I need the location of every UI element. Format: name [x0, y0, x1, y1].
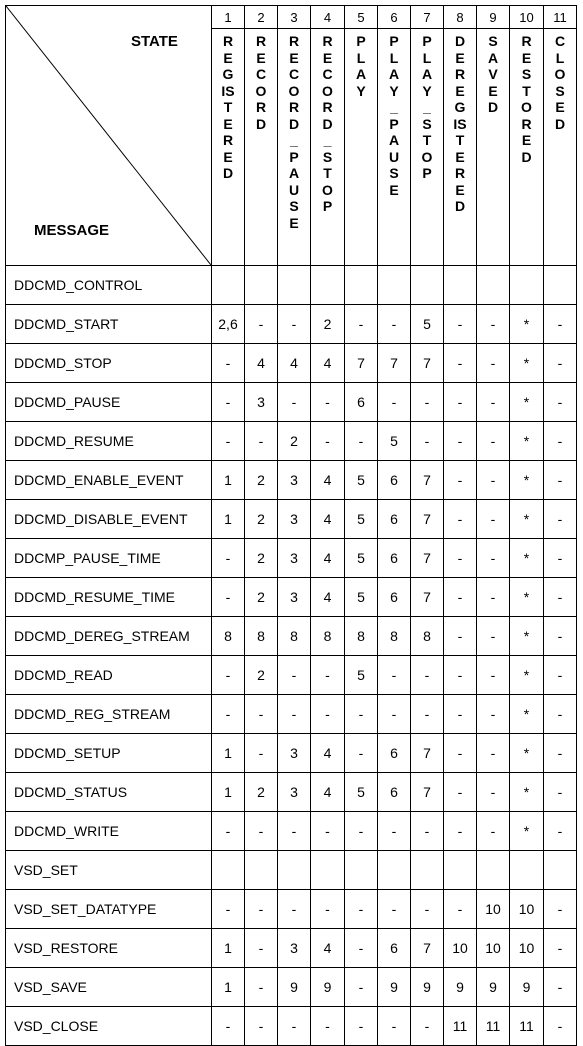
state-name-10	[510, 29, 544, 266]
transition-cell: 2	[245, 773, 278, 812]
transition-cell: 3	[278, 539, 311, 578]
table-row	[6, 344, 577, 383]
transition-cell: -	[311, 812, 345, 851]
transition-cell: -	[311, 695, 345, 734]
state-name-label: PLAY_PAUSE	[388, 33, 400, 198]
transition-cell: -	[444, 344, 477, 383]
transition-cell: -	[444, 617, 477, 656]
transition-cell: -	[444, 305, 477, 344]
table-row	[6, 929, 577, 968]
corner-header-cell	[6, 6, 212, 266]
transition-cell: 11	[477, 1007, 510, 1046]
transition-cell: -	[544, 812, 577, 851]
transition-cell: 7	[411, 578, 444, 617]
transition-cell: -	[477, 500, 510, 539]
state-name-label: RECORD_STOP	[322, 33, 333, 214]
state-name-11	[544, 29, 577, 266]
transition-cell: *	[510, 305, 544, 344]
message-name-cell: DDCMD_CONTROL	[6, 266, 212, 305]
transition-cell: 6	[378, 539, 411, 578]
table-row	[6, 422, 577, 461]
state-number-9: 9	[477, 6, 510, 29]
table-row	[6, 968, 577, 1007]
message-axis-label: MESSAGE	[34, 222, 110, 239]
table-row	[6, 734, 577, 773]
transition-cell: -	[444, 383, 477, 422]
transition-cell: -	[444, 695, 477, 734]
transition-cell: -	[212, 344, 245, 383]
state-name-label: DEREGISTERED	[453, 33, 467, 214]
transition-cell: *	[510, 734, 544, 773]
table-row	[6, 305, 577, 344]
transition-cell: -	[311, 422, 345, 461]
message-name-cell: DDCMD_SETUP	[6, 734, 212, 773]
transition-cell: 5	[345, 656, 378, 695]
state-name-4	[311, 29, 345, 266]
message-name-cell: VSD_CLOSE	[6, 1007, 212, 1046]
transition-cell: *	[510, 773, 544, 812]
transition-cell	[378, 851, 411, 890]
transition-cell: 6	[378, 500, 411, 539]
transition-cell: -	[444, 773, 477, 812]
transition-cell	[444, 851, 477, 890]
transition-cell: 4	[311, 929, 345, 968]
transition-cell: 6	[345, 383, 378, 422]
transition-cell: *	[510, 344, 544, 383]
transition-cell: -	[544, 500, 577, 539]
transition-cell: -	[212, 695, 245, 734]
state-name-5	[345, 29, 378, 266]
table-body	[6, 266, 577, 1046]
transition-cell: -	[278, 383, 311, 422]
transition-cell: -	[544, 734, 577, 773]
transition-cell: -	[311, 890, 345, 929]
transition-cell	[544, 266, 577, 305]
message-name-cell: DDCMD_PAUSE	[6, 383, 212, 422]
state-name-label: RESTORED	[521, 33, 532, 165]
transition-cell: 8	[311, 617, 345, 656]
transition-cell: -	[411, 695, 444, 734]
transition-cell	[411, 851, 444, 890]
state-name-label: SAVED	[487, 33, 499, 115]
transition-cell: *	[510, 578, 544, 617]
transition-cell: -	[411, 656, 444, 695]
transition-cell: 9	[444, 968, 477, 1007]
state-name-1	[212, 29, 245, 266]
transition-cell: 9	[510, 968, 544, 1007]
transition-cell: 11	[444, 1007, 477, 1046]
transition-cell: -	[411, 1007, 444, 1046]
transition-cell: 1	[212, 461, 245, 500]
transition-cell: -	[444, 812, 477, 851]
transition-cell: -	[212, 578, 245, 617]
transition-cell: -	[278, 695, 311, 734]
table-row	[6, 851, 577, 890]
transition-cell: 6	[378, 734, 411, 773]
state-name-2	[245, 29, 278, 266]
state-name-3	[278, 29, 311, 266]
transition-cell: -	[378, 1007, 411, 1046]
transition-cell: -	[477, 539, 510, 578]
transition-cell: -	[477, 344, 510, 383]
transition-cell: 8	[378, 617, 411, 656]
state-number-row	[6, 6, 577, 29]
transition-cell: -	[444, 578, 477, 617]
transition-cell: -	[544, 968, 577, 1007]
transition-cell: 8	[245, 617, 278, 656]
transition-cell: -	[477, 305, 510, 344]
state-name-7	[411, 29, 444, 266]
transition-cell	[212, 851, 245, 890]
transition-cell: 2	[245, 578, 278, 617]
state-name-label: CLOSED	[554, 33, 566, 132]
transition-cell: -	[245, 305, 278, 344]
transition-cell: 8	[345, 617, 378, 656]
transition-cell: 3	[278, 929, 311, 968]
table-row	[6, 539, 577, 578]
transition-cell: -	[245, 812, 278, 851]
message-name-cell: VSD_SAVE	[6, 968, 212, 1007]
transition-cell: *	[510, 422, 544, 461]
transition-cell: -	[345, 695, 378, 734]
transition-cell: -	[444, 539, 477, 578]
transition-cell: 2	[278, 422, 311, 461]
transition-cell	[378, 266, 411, 305]
transition-cell: -	[212, 422, 245, 461]
transition-cell: -	[278, 1007, 311, 1046]
transition-cell: 1	[212, 968, 245, 1007]
transition-cell: 9	[278, 968, 311, 1007]
transition-cell: 5	[345, 578, 378, 617]
transition-cell: 9	[378, 968, 411, 1007]
transition-cell	[510, 851, 544, 890]
transition-cell: -	[345, 890, 378, 929]
transition-cell: -	[544, 929, 577, 968]
message-name-cell: VSD_SET	[6, 851, 212, 890]
transition-cell: -	[444, 422, 477, 461]
transition-cell: 10	[444, 929, 477, 968]
transition-cell: -	[477, 617, 510, 656]
transition-cell: -	[378, 890, 411, 929]
state-number-7: 7	[411, 6, 444, 29]
transition-cell	[311, 266, 345, 305]
state-name-8	[444, 29, 477, 266]
transition-cell: -	[477, 578, 510, 617]
transition-cell: -	[477, 656, 510, 695]
transition-cell: 3	[278, 773, 311, 812]
transition-cell: -	[477, 812, 510, 851]
transition-cell: 5	[345, 461, 378, 500]
transition-cell: -	[311, 1007, 345, 1046]
transition-cell: -	[278, 305, 311, 344]
transition-cell: 2	[245, 539, 278, 578]
transition-cell: -	[477, 695, 510, 734]
transition-cell: -	[411, 383, 444, 422]
message-name-cell: DDCMD_STATUS	[6, 773, 212, 812]
message-name-cell: VSD_RESTORE	[6, 929, 212, 968]
transition-cell: -	[544, 695, 577, 734]
transition-cell: -	[278, 656, 311, 695]
state-axis-label: STATE	[131, 33, 178, 50]
transition-cell: 4	[311, 461, 345, 500]
state-number-11: 11	[544, 6, 577, 29]
state-number-3: 3	[278, 6, 311, 29]
transition-cell: -	[378, 695, 411, 734]
transition-cell: 3	[278, 500, 311, 539]
transition-cell: 3	[278, 578, 311, 617]
transition-cell: -	[345, 305, 378, 344]
transition-cell: -	[544, 305, 577, 344]
transition-cell	[278, 266, 311, 305]
state-name-label: RECORD_PAUSE	[288, 33, 300, 231]
transition-cell: 10	[477, 890, 510, 929]
transition-cell: -	[411, 422, 444, 461]
message-name-cell: DDCMD_START	[6, 305, 212, 344]
transition-cell: -	[245, 890, 278, 929]
table-row	[6, 617, 577, 656]
message-name-cell: DDCMD_READ	[6, 656, 212, 695]
transition-cell	[544, 851, 577, 890]
table-row	[6, 266, 577, 305]
transition-cell: 1	[212, 929, 245, 968]
state-number-8: 8	[444, 6, 477, 29]
message-name-cell: DDCMP_PAUSE_TIME	[6, 539, 212, 578]
message-name-cell: DDCMD_DEREG_STREAM	[6, 617, 212, 656]
table-row	[6, 890, 577, 929]
transition-cell: *	[510, 617, 544, 656]
transition-cell: -	[212, 890, 245, 929]
transition-cell: -	[444, 461, 477, 500]
transition-cell: -	[278, 890, 311, 929]
transition-cell	[444, 266, 477, 305]
transition-cell: -	[245, 695, 278, 734]
transition-cell: -	[212, 1007, 245, 1046]
transition-cell: 7	[411, 539, 444, 578]
state-name-label: RECORD	[255, 33, 267, 132]
transition-cell: 9	[311, 968, 345, 1007]
transition-cell: -	[345, 422, 378, 461]
transition-cell: 4	[311, 578, 345, 617]
transition-cell: 7	[411, 929, 444, 968]
transition-cell: -	[245, 422, 278, 461]
transition-cell: 3	[278, 461, 311, 500]
transition-cell: -	[544, 461, 577, 500]
table-row	[6, 773, 577, 812]
state-name-6	[378, 29, 411, 266]
transition-cell: -	[345, 1007, 378, 1046]
message-name-cell: DDCMD_ENABLE_EVENT	[6, 461, 212, 500]
transition-cell: -	[544, 344, 577, 383]
transition-cell: 5	[345, 500, 378, 539]
transition-cell: 8	[212, 617, 245, 656]
transition-cell: -	[212, 656, 245, 695]
transition-cell: -	[278, 812, 311, 851]
transition-cell: -	[311, 383, 345, 422]
state-name-label: PLAY_STOP	[421, 33, 433, 181]
transition-cell: 5	[378, 422, 411, 461]
transition-cell: *	[510, 383, 544, 422]
transition-cell	[345, 266, 378, 305]
transition-cell: -	[544, 773, 577, 812]
transition-cell	[245, 266, 278, 305]
transition-cell: -	[444, 734, 477, 773]
transition-cell: -	[378, 812, 411, 851]
transition-cell: 7	[411, 344, 444, 383]
transition-cell: -	[544, 1007, 577, 1046]
transition-cell: 5	[345, 539, 378, 578]
transition-cell	[278, 851, 311, 890]
transition-cell: 2	[311, 305, 345, 344]
transition-cell: -	[544, 383, 577, 422]
state-name-9	[477, 29, 510, 266]
transition-cell: 7	[411, 461, 444, 500]
table-row	[6, 812, 577, 851]
table-row	[6, 1007, 577, 1046]
transition-cell	[311, 851, 345, 890]
state-number-4: 4	[311, 6, 345, 29]
transition-cell	[212, 266, 245, 305]
transition-cell: 8	[411, 617, 444, 656]
state-number-10: 10	[510, 6, 544, 29]
transition-cell: 4	[311, 500, 345, 539]
transition-cell: 4	[311, 773, 345, 812]
transition-cell: -	[212, 539, 245, 578]
transition-cell: 2	[245, 656, 278, 695]
transition-cell: -	[345, 968, 378, 1007]
transition-cell: 8	[278, 617, 311, 656]
transition-cell: 3	[245, 383, 278, 422]
transition-cell: -	[212, 383, 245, 422]
state-number-5: 5	[345, 6, 378, 29]
transition-cell: -	[544, 422, 577, 461]
transition-cell: 9	[411, 968, 444, 1007]
transition-cell: 4	[311, 734, 345, 773]
transition-cell: 5	[345, 773, 378, 812]
transition-cell: 3	[278, 734, 311, 773]
transition-cell: 5	[411, 305, 444, 344]
transition-cell: -	[544, 617, 577, 656]
table-row	[6, 461, 577, 500]
state-number-1: 1	[212, 6, 245, 29]
message-name-cell: DDCMD_WRITE	[6, 812, 212, 851]
transition-cell	[245, 851, 278, 890]
message-name-cell: DDCMD_STOP	[6, 344, 212, 383]
transition-cell: *	[510, 812, 544, 851]
transition-cell: -	[311, 656, 345, 695]
transition-cell: 4	[311, 539, 345, 578]
transition-cell: 2	[245, 461, 278, 500]
transition-cell: 6	[378, 578, 411, 617]
message-name-cell: DDCMD_DISABLE_EVENT	[6, 500, 212, 539]
transition-cell: -	[345, 734, 378, 773]
transition-cell: -	[477, 461, 510, 500]
transition-cell: -	[378, 305, 411, 344]
transition-cell: 4	[245, 344, 278, 383]
transition-cell: -	[477, 383, 510, 422]
transition-cell: -	[444, 500, 477, 539]
transition-cell	[477, 851, 510, 890]
transition-cell: -	[245, 1007, 278, 1046]
message-name-cell: DDCMD_RESUME	[6, 422, 212, 461]
transition-cell: -	[245, 929, 278, 968]
transition-cell: -	[544, 656, 577, 695]
transition-cell: 1	[212, 773, 245, 812]
transition-cell: 7	[411, 500, 444, 539]
transition-cell: 6	[378, 773, 411, 812]
transition-cell: 11	[510, 1007, 544, 1046]
transition-cell: *	[510, 539, 544, 578]
transition-cell: -	[544, 578, 577, 617]
transition-cell: 10	[477, 929, 510, 968]
table-row	[6, 500, 577, 539]
state-transition-table	[5, 5, 577, 1046]
transition-cell: 4	[311, 344, 345, 383]
transition-cell: -	[544, 539, 577, 578]
transition-cell: 9	[477, 968, 510, 1007]
transition-cell	[411, 266, 444, 305]
message-name-cell: DDCMD_RESUME_TIME	[6, 578, 212, 617]
transition-cell: *	[510, 500, 544, 539]
transition-cell: *	[510, 695, 544, 734]
state-name-label: REGISTERED	[221, 33, 235, 181]
transition-cell: -	[245, 968, 278, 1007]
table-row	[6, 695, 577, 734]
transition-cell: 7	[411, 773, 444, 812]
transition-cell: -	[245, 734, 278, 773]
transition-cell: -	[345, 812, 378, 851]
transition-cell: 2	[245, 500, 278, 539]
transition-cell: 7	[378, 344, 411, 383]
transition-cell: -	[378, 383, 411, 422]
transition-cell: 1	[212, 500, 245, 539]
transition-cell: -	[444, 890, 477, 929]
state-name-label: PLAY	[355, 33, 367, 99]
state-number-6: 6	[378, 6, 411, 29]
message-name-cell: VSD_SET_DATATYPE	[6, 890, 212, 929]
transition-cell: -	[411, 890, 444, 929]
transition-cell: -	[444, 656, 477, 695]
transition-cell: *	[510, 461, 544, 500]
transition-cell: 7	[345, 344, 378, 383]
state-number-2: 2	[245, 6, 278, 29]
transition-cell: -	[345, 929, 378, 968]
transition-cell: *	[510, 656, 544, 695]
transition-cell: -	[212, 812, 245, 851]
transition-cell: -	[477, 422, 510, 461]
transition-cell: -	[477, 734, 510, 773]
table-row	[6, 656, 577, 695]
transition-cell: -	[378, 656, 411, 695]
transition-cell: 10	[510, 929, 544, 968]
transition-cell: 6	[378, 461, 411, 500]
transition-cell	[345, 851, 378, 890]
transition-cell	[477, 266, 510, 305]
message-name-cell: DDCMD_REG_STREAM	[6, 695, 212, 734]
transition-cell: 7	[411, 734, 444, 773]
transition-cell: 4	[278, 344, 311, 383]
transition-cell	[510, 266, 544, 305]
transition-cell: 1	[212, 734, 245, 773]
transition-cell: 2,6	[212, 305, 245, 344]
transition-cell: 6	[378, 929, 411, 968]
transition-cell: -	[477, 773, 510, 812]
transition-cell: -	[544, 890, 577, 929]
table-row	[6, 578, 577, 617]
table-row	[6, 383, 577, 422]
transition-cell: 10	[510, 890, 544, 929]
transition-cell: -	[411, 812, 444, 851]
